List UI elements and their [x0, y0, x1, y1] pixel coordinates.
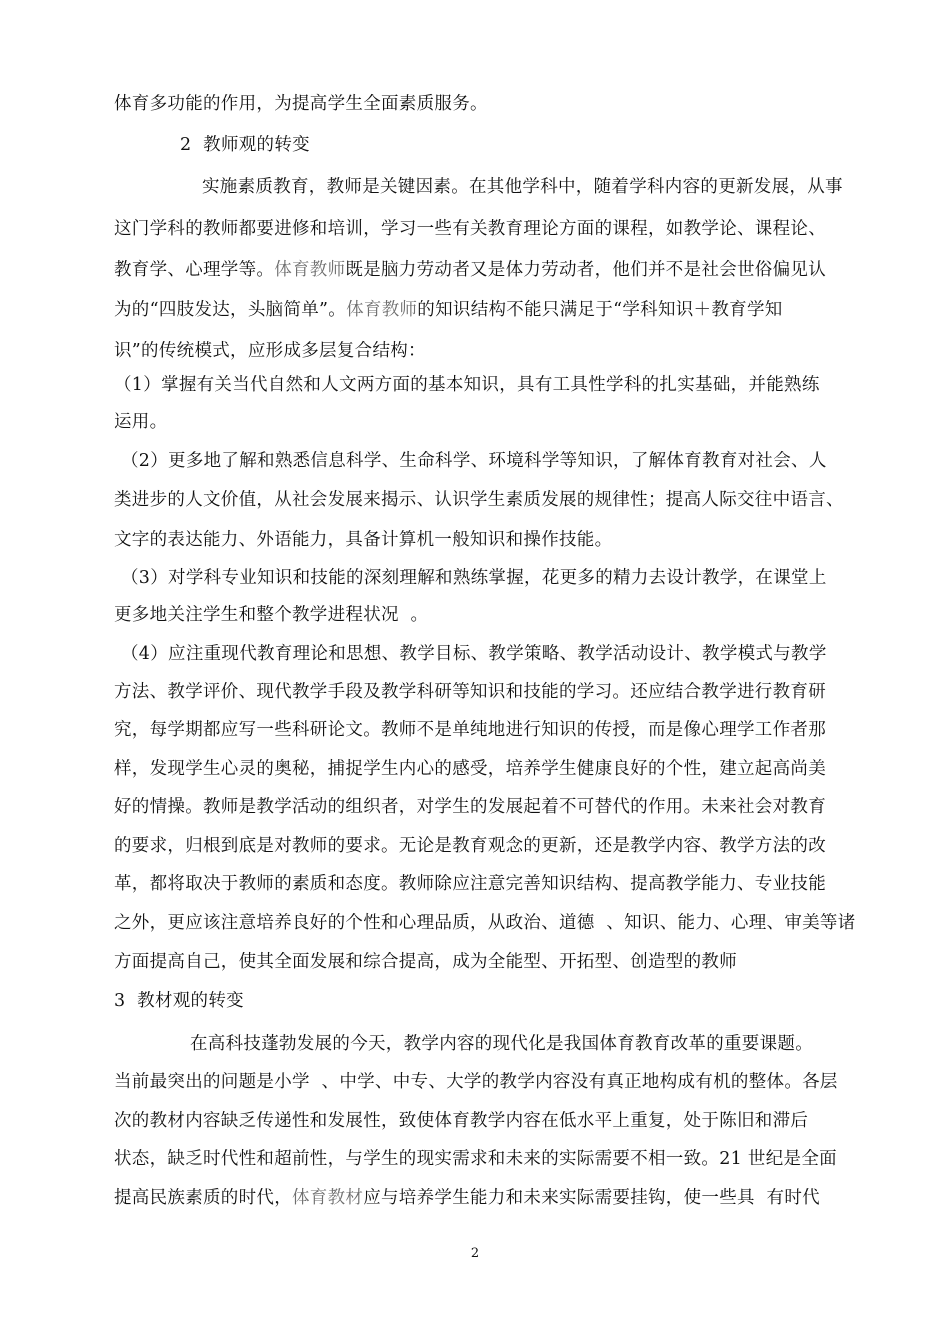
text-run: 状态，缺乏时代性和超前性，与学生的现实需求和未来的实际需要不相一致。21 世纪是全面: [114, 1149, 837, 1169]
text-run: 革，都将取决于教师的素质和态度。教师除应注意完善知识结构、提高教学能力、专业技能: [114, 874, 826, 894]
text-line: [114, 718, 826, 742]
text-run: 3 教材观的转变: [114, 991, 244, 1011]
text-run: 识”的传统模式，应形成多层复合结构：: [114, 341, 426, 361]
text-run: 好的情操。教师是教学活动的组织者，对学生的发展起着不可替代的作用。未来社会对教育: [114, 797, 826, 817]
text-run: 为的“四肢发达，头脑简单”。: [114, 300, 347, 320]
text-run: 次的教材内容缺乏传递性和发展性，致使体育教学内容在低水平上重复，处于陈旧和滞后: [114, 1111, 809, 1131]
text-run: 方面提高自己，使其全面发展和综合提高，成为全能型、开拓型、创造型的教师: [114, 952, 737, 972]
text-run: 2 教师观的转变: [180, 135, 310, 155]
text-line: [202, 175, 843, 199]
text-run: 这门学科的教师都要进修和培训，学习一些有关教育理论方面的课程，如教学论、课程论、: [114, 219, 826, 239]
text-line: [114, 410, 167, 434]
section-heading: [114, 989, 244, 1013]
text-line: [114, 680, 826, 704]
text-line: [114, 795, 826, 819]
text-run: （4）应注重现代教育理论和思想、教学目标、教学策略、教学活动设计、教学模式与教学: [121, 644, 827, 664]
text-line: [190, 1032, 813, 1056]
text-line: [114, 339, 426, 363]
text-run: 实施素质教育，教师是关键因素。在其他学科中，随着学科内容的更新发展，从事: [202, 177, 843, 197]
text-line: [114, 1147, 837, 1171]
text-run: 样，发现学生心灵的奥秘，捕捉学生内心的感受，培养学生健康良好的个性，建立起高尚美: [114, 759, 826, 779]
highlighted-term: 体育教师: [274, 260, 346, 280]
text-line: [114, 603, 428, 627]
section-heading: [180, 133, 310, 157]
text-line: [114, 1186, 820, 1210]
text-line: [114, 950, 737, 974]
text-line: [114, 757, 826, 781]
text-run: 之外，更应该注意培养良好的个性和心理品质，从政治、道德 、知识、能力、心理、审美等诸: [114, 913, 856, 933]
text-run: 教育学、心理学等。: [114, 260, 275, 280]
page-number: 2: [470, 1246, 480, 1261]
text-line: [114, 92, 488, 116]
text-line: [114, 373, 820, 397]
text-line: [114, 911, 856, 935]
text-run: 提高民族素质的时代，: [114, 1188, 292, 1208]
text-run: 既是脑力劳动者又是体力劳动者，他们并不是社会世俗偏见认: [345, 260, 827, 280]
text-run: 文字的表达能力、外语能力，具备计算机一般知识和操作技能。: [114, 530, 613, 550]
text-run: 应与培养学生能力和未来实际需要挂钩，使一些具 有时代: [363, 1188, 820, 1208]
text-line: [114, 1070, 838, 1094]
text-run: 更多地关注学生和整个教学进程状况 。: [114, 605, 429, 625]
text-run: 运用。: [114, 412, 168, 432]
text-line: [114, 1109, 808, 1133]
text-run: 方法、教学评价、现代教学手段及教学科研等知识和技能的学习。还应结合教学进行教育研: [114, 682, 826, 702]
text-line: [121, 566, 827, 590]
text-run: （3）对学科专业知识和技能的深刻理解和熟练掌握，花更多的精力去设计教学，在课堂上: [121, 568, 827, 588]
text-run: （2）更多地了解和熟悉信息科学、生命科学、环境科学等知识，了解体育教育对社会、人: [121, 451, 827, 471]
text-line: [114, 488, 844, 512]
text-line: [114, 298, 783, 322]
text-run: 在高科技蓬勃发展的今天，教学内容的现代化是我国体育教育改革的重要课题。: [190, 1034, 813, 1054]
text-run: 究，每学期都应写一些科研论文。教师不是单纯地进行知识的传授，而是像心理学工作者那: [114, 720, 826, 740]
highlighted-term: 体育教材: [292, 1188, 364, 1208]
text-run: 类进步的人文价值，从社会发展来揭示、认识学生素质发展的规律性；提高人际交往中语言、: [114, 490, 844, 510]
text-run: 体育多功能的作用，为提高学生全面素质服务。: [114, 94, 488, 114]
text-line: [114, 528, 612, 552]
text-line: [114, 258, 826, 282]
text-run: （1）掌握有关当代自然和人文两方面的基本知识，具有工具性学科的扎实基础，并能熟练: [114, 375, 820, 395]
text-line: [114, 872, 826, 896]
text-line: [114, 834, 826, 858]
text-run: 的要求，归根到底是对教师的要求。无论是教育观念的更新，还是教学内容、教学方法的改: [114, 836, 826, 856]
text-line: [114, 217, 826, 241]
text-run: 的知识结构不能只满足于“学科知识＋教育学知: [417, 300, 783, 320]
highlighted-term: 体育教师: [346, 300, 418, 320]
text-line: [121, 642, 827, 666]
text-run: 当前最突出的问题是小学 、中学、中专、大学的教学内容没有真正地构成有机的整体。各层: [114, 1072, 838, 1092]
text-line: [121, 449, 827, 473]
